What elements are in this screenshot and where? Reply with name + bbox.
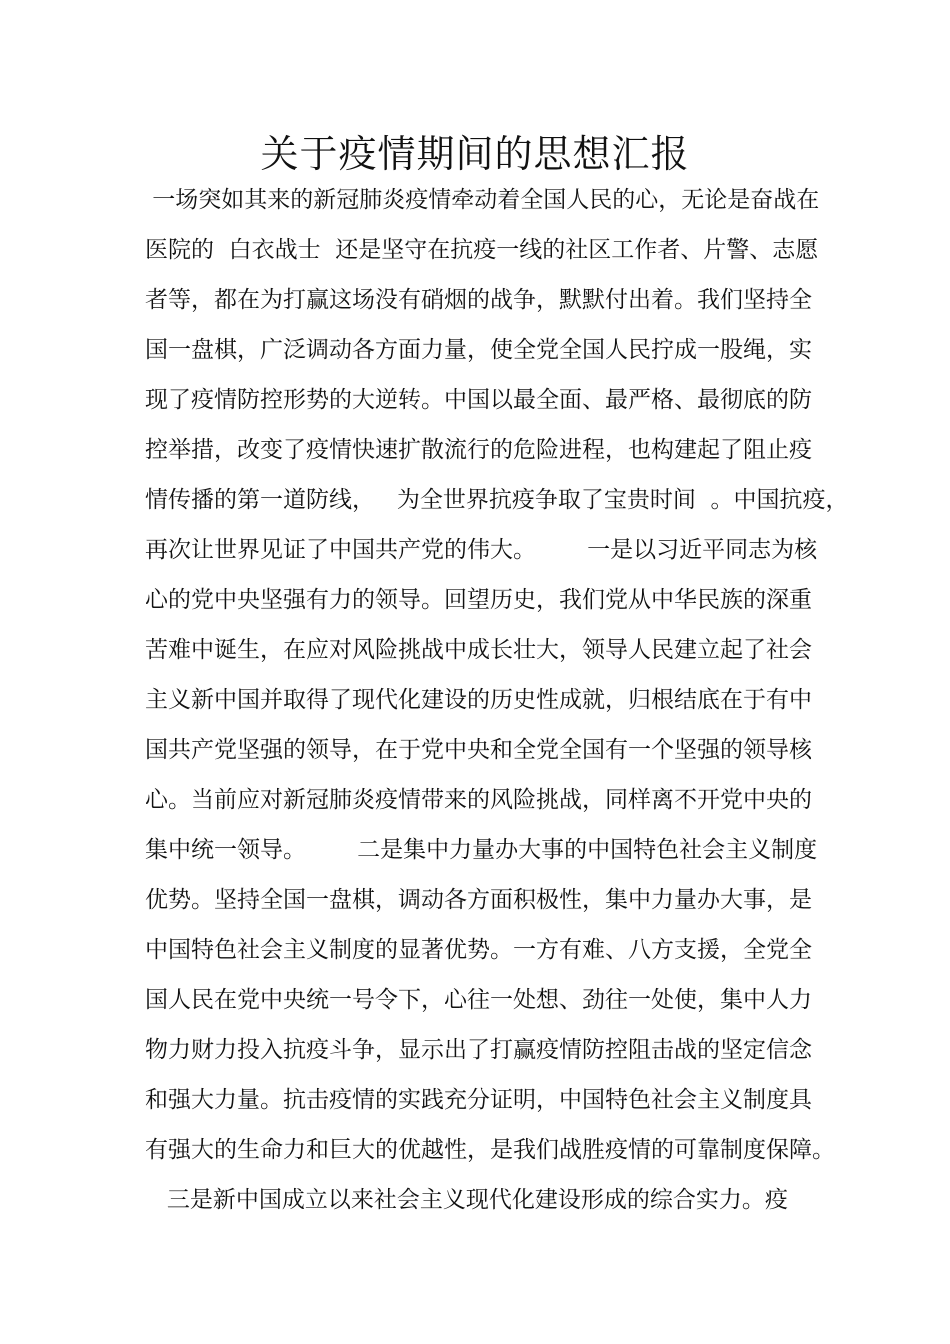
body-text-line: 和强大力量。抗击疫情的实践充分证明，中国特色社会主义制度具 (145, 1087, 812, 1113)
body-text-line: 者等，都在为打赢这场没有硝烟的战争，默默付出着。我们坚持全 (145, 287, 812, 313)
body-text-line: 一场突如其来的新冠肺炎疫情牵动着全国人民的心，无论是奋战在 (145, 187, 820, 213)
body-text-line: 再次让世界见证了中国共产党的伟大。 一是以习近平同志为核 (145, 537, 818, 563)
body-text-line: 主义新中国并取得了现代化建设的历史性成就，归根结底在于有中 (145, 687, 812, 713)
body-text-line: 控举措，改变了疫情快速扩散流行的危险进程，也构建起了阻止疫 (145, 437, 812, 463)
body-text-line: 有强大的生命力和巨大的优越性，是我们战胜疫情的可靠制度保障。 (145, 1137, 835, 1163)
body-text-line: 物力财力投入抗疫斗争，显示出了打赢疫情防控阻击战的坚定信念 (145, 1037, 812, 1063)
body-text-line: 国共产党坚强的领导，在于党中央和全党全国有一个坚强的领导核 (145, 737, 812, 763)
body-text-line: 情传播的第一道防线， 为全世界抗疫争取了宝贵时间 。中国抗疫， (145, 487, 849, 513)
body-text-line: 苦难中诞生，在应对风险挑战中成长壮大，领导人民建立起了社会 (145, 637, 812, 663)
body-text-line: 优势。坚持全国一盘棋，调动各方面积极性，集中力量办大事，是 (145, 887, 812, 913)
body-text-line: 中国特色社会主义制度的显著优势。一方有难、八方支援，全党全 (145, 937, 812, 963)
body-text-line: 现了疫情防控形势的大逆转。中国以最全面、最严格、最彻底的防 (145, 387, 812, 413)
body-text-line: 三是新中国成立以来社会主义现代化建设形成的综合实力。疫 (145, 1187, 788, 1213)
body-text-line: 集中统一领导。 二是集中力量办大事的中国特色社会主义制度 (145, 837, 818, 863)
body-text-line: 医院的 白衣战士 还是坚守在抗疫一线的社区工作者、片警、志愿 (145, 237, 819, 263)
document-title: 关于疫情期间的思想汇报 (260, 132, 690, 176)
body-text-line: 国一盘棋，广泛调动各方面力量，使全党全国人民拧成一股绳，实 (145, 337, 812, 363)
body-text-line: 心的党中央坚强有力的领导。回望历史，我们党从中华民族的深重 (145, 587, 812, 613)
body-text-line: 国人民在党中央统一号令下，心往一处想、劲往一处使，集中人力 (145, 987, 812, 1013)
body-text-line: 心。当前应对新冠肺炎疫情带来的风险挑战，同样离不开党中央的 (145, 787, 812, 813)
